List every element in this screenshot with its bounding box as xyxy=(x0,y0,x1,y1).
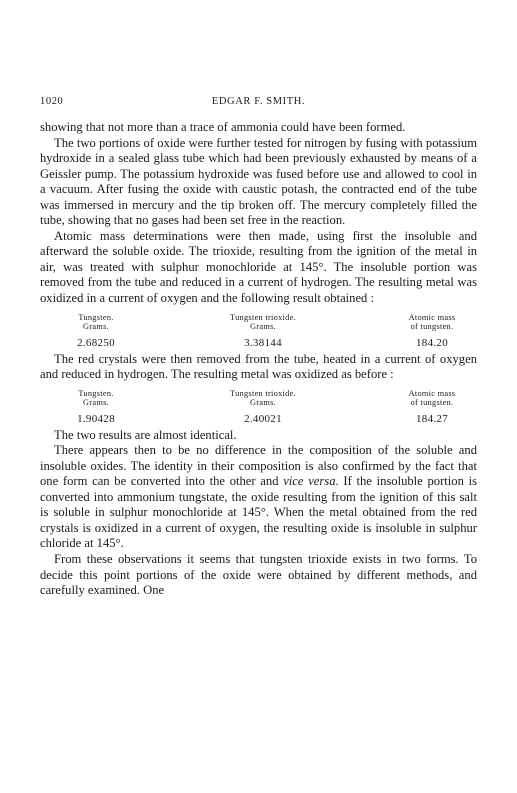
result-table-1 xyxy=(40,309,477,349)
table1-col2-header-line1: Tungsten trioxide. xyxy=(230,312,296,322)
table2-col2-header-line1: Tungsten trioxide. xyxy=(230,388,296,398)
table2-col2-value: 2.40021 xyxy=(244,412,282,425)
table2-col1-header-line1: Tungsten. xyxy=(78,388,114,398)
paragraph-composition-part1: There appears then to be no difference in the composition of the soluble and insoluble oxides. The identity in their composition is also confirmed by the fact that one form can be converted into the other and xyxy=(40,443,477,489)
running-head: EDGAR F. SMITH. xyxy=(211,96,306,107)
paragraph-composition-part2: . If the insoluble portion is converted into ammonium tungstate, the oxide resulting from the ignition of this salt is soluble in sulphur monochloride at 145°. When the metal obtained from the red crystals is oxidized in a current of oxygen, the resulting oxide is insoluble in sulphur chloride at 145°. xyxy=(40,474,477,551)
table1-col-trioxide xyxy=(208,313,318,352)
table2-col3-value: 184.27 xyxy=(415,412,449,425)
table2-col-trioxide xyxy=(208,389,318,428)
table1-col1-header-line1: Tungsten. xyxy=(78,312,114,322)
table1-col3-header-line2: of tungsten. xyxy=(410,321,454,331)
paragraph-continuation: showing that not more than a trace of ammonia could have been formed. xyxy=(40,120,406,134)
table1-col1-value: 2.68250 xyxy=(77,336,115,349)
table1-col-atomic-mass xyxy=(395,313,469,352)
table1-col3-header-line1: Atomic mass xyxy=(408,312,456,322)
result-table-2 xyxy=(40,385,477,425)
table1-col3-value: 184.20 xyxy=(415,336,449,349)
paragraph-atomic-mass: Atomic mass determinations were then made, using first the insoluble and afterward the soluble oxide. The trioxide, resulting from the ignition of the metal in air, was treated with sulphur monochloride at 145°. The insoluble portion was removed from the tube and reduced in a current of hydrogen. The resulting metal was oxidized in a current of oxygen and the following result obtained : xyxy=(40,228,477,306)
table1-col-tungsten xyxy=(66,313,126,352)
table2-col1-header-line2: Grams. xyxy=(83,397,109,407)
table2-col1-value: 1.90428 xyxy=(77,412,115,425)
paragraph-composition xyxy=(40,443,477,552)
table2-col-atomic-mass xyxy=(395,389,469,428)
paragraph-results-identical: The two results are almost identical. xyxy=(54,427,237,442)
table2-col-tungsten xyxy=(66,389,126,428)
table2-col3-header-line1: Atomic mass xyxy=(408,388,456,398)
table2-col2-header-line2: Grams. xyxy=(250,397,276,407)
paragraph-nitrogen-test: The two portions of oxide were further tested for nitrogen by fusing with potassium hydroxide in a sealed glass tube which had been previously exhausted by means of a Geissler pump. The potassium hydroxide was fused before use and allowed to cool in a vacuum. After fusing the oxide with caustic potash, the contracted end of the tube was immersed in mercury and the tip broken off. The mercury completely filled the tube, showing that no gases had been set free in the reaction. xyxy=(40,135,477,228)
paragraph-red-crystals: The red crystals were then removed from the tube, heated in a current of oxygen and reduced in hydrogen. The resulting metal was oxidized as before : xyxy=(40,351,477,382)
table1-col2-header-line2: Grams. xyxy=(250,321,276,331)
paragraph-two-forms: From these observations it seems that tungsten trioxide exists in two forms. To decide this point portions of the oxide were obtained by different methods, and carefully examined. One xyxy=(40,552,477,598)
table1-col2-value: 3.38144 xyxy=(244,336,282,349)
table1-col1-header-line2: Grams. xyxy=(83,321,109,331)
vice-versa-italic: vice versa xyxy=(283,474,336,489)
body-text xyxy=(40,120,477,599)
page-number: 1020 xyxy=(40,96,64,107)
table2-col3-header-line2: of tungsten. xyxy=(410,397,454,407)
page-header xyxy=(40,96,477,112)
